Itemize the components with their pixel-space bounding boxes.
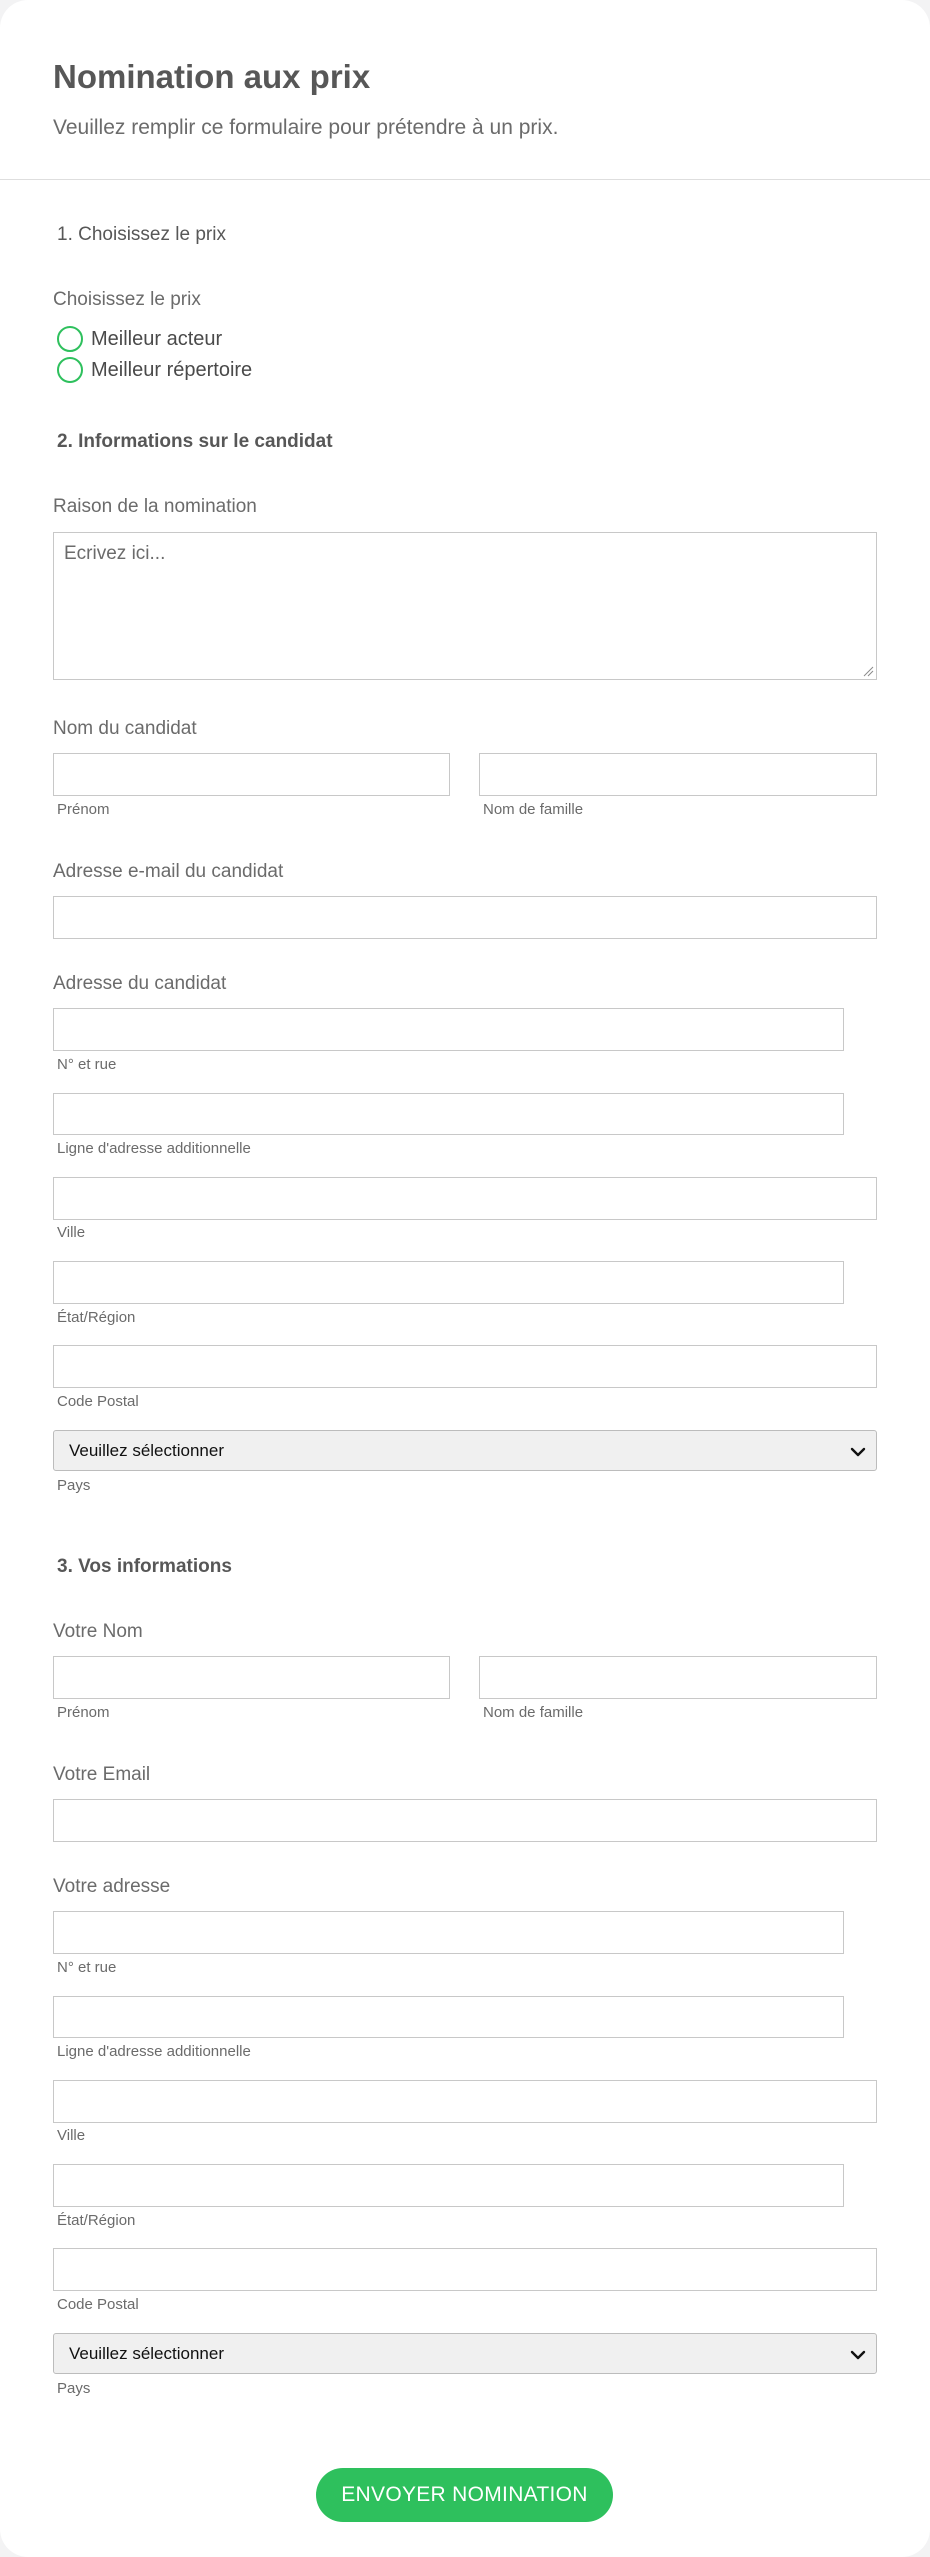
your-city-input[interactable] bbox=[53, 2080, 877, 2123]
candidate-address-label: Adresse du candidat bbox=[53, 973, 227, 994]
candidate-email-label: Adresse e-mail du candidat bbox=[53, 861, 284, 882]
candidate-state-sublabel: État/Région bbox=[57, 1309, 136, 1326]
candidate-name-label: Nom du candidat bbox=[53, 718, 197, 739]
candidate-state-input[interactable] bbox=[53, 1261, 844, 1304]
section-3-heading: 3. Vos informations bbox=[57, 1556, 232, 1577]
radio-circle-icon[interactable] bbox=[57, 357, 83, 383]
candidate-first-name-sublabel: Prénom bbox=[57, 801, 110, 818]
candidate-country-select[interactable] bbox=[53, 1430, 877, 1471]
your-first-name-input[interactable] bbox=[53, 1656, 450, 1699]
candidate-email-input[interactable] bbox=[53, 896, 877, 939]
your-state-sublabel: État/Région bbox=[57, 2212, 136, 2229]
page-title: Nomination aux prix bbox=[53, 58, 371, 95]
your-postal-input[interactable] bbox=[53, 2248, 877, 2291]
submit-nomination-button[interactable]: ENVOYER NOMINATION bbox=[316, 2468, 613, 2522]
your-postal-sublabel: Code Postal bbox=[57, 2296, 139, 2313]
section-1-heading: 1. Choisissez le prix bbox=[57, 224, 226, 245]
select-value: Veuillez sélectionner bbox=[69, 1441, 224, 1460]
form-header bbox=[0, 0, 930, 180]
candidate-last-name-sublabel: Nom de famille bbox=[483, 801, 584, 818]
chevron-down-icon bbox=[850, 2347, 866, 2363]
radio-label: Meilleur acteur bbox=[91, 327, 223, 350]
your-country-select[interactable] bbox=[53, 2333, 877, 2374]
resize-grip-icon[interactable] bbox=[862, 665, 874, 677]
your-street-input[interactable] bbox=[53, 1911, 844, 1954]
your-country-sublabel: Pays bbox=[57, 2380, 91, 2397]
your-last-name-input[interactable] bbox=[479, 1656, 877, 1699]
candidate-address-line2-sublabel: Ligne d'adresse additionnelle bbox=[57, 1140, 251, 1157]
radio-circle-icon[interactable] bbox=[57, 326, 83, 352]
select-value: Veuillez sélectionner bbox=[69, 2344, 224, 2363]
candidate-postal-sublabel: Code Postal bbox=[57, 1393, 139, 1410]
radio-best-repertoire[interactable] bbox=[57, 356, 252, 384]
candidate-address-line2-input[interactable] bbox=[53, 1093, 844, 1135]
your-address-line2-sublabel: Ligne d'adresse additionnelle bbox=[57, 2043, 251, 2060]
candidate-city-sublabel: Ville bbox=[57, 1224, 86, 1241]
candidate-country-sublabel: Pays bbox=[57, 1477, 91, 1494]
your-name-label: Votre Nom bbox=[53, 1621, 143, 1642]
your-address-line2-input[interactable] bbox=[53, 1996, 844, 2038]
radio-label: Meilleur répertoire bbox=[91, 358, 253, 381]
candidate-street-sublabel: N° et rue bbox=[57, 1056, 117, 1073]
page-subtitle: Veuillez remplir ce formulaire pour prétendre à un prix. bbox=[53, 116, 559, 139]
candidate-first-name-input[interactable] bbox=[53, 753, 450, 796]
radio-best-actor[interactable] bbox=[57, 325, 222, 353]
prize-label: Choisissez le prix bbox=[53, 289, 201, 310]
candidate-street-input[interactable] bbox=[53, 1008, 844, 1051]
your-first-name-sublabel: Prénom bbox=[57, 1704, 110, 1721]
candidate-last-name-input[interactable] bbox=[479, 753, 877, 796]
reason-textarea[interactable] bbox=[53, 532, 877, 680]
candidate-city-input[interactable] bbox=[53, 1177, 877, 1220]
your-street-sublabel: N° et rue bbox=[57, 1959, 117, 1976]
your-email-input[interactable] bbox=[53, 1799, 877, 1842]
section-2-heading: 2. Informations sur le candidat bbox=[57, 431, 333, 452]
reason-label: Raison de la nomination bbox=[53, 496, 257, 517]
your-address-label: Votre adresse bbox=[53, 1876, 171, 1897]
your-city-sublabel: Ville bbox=[57, 2127, 86, 2144]
your-email-label: Votre Email bbox=[53, 1764, 151, 1785]
chevron-down-icon bbox=[850, 1444, 866, 1460]
your-last-name-sublabel: Nom de famille bbox=[483, 1704, 584, 1721]
candidate-postal-input[interactable] bbox=[53, 1345, 877, 1388]
your-state-input[interactable] bbox=[53, 2164, 844, 2207]
